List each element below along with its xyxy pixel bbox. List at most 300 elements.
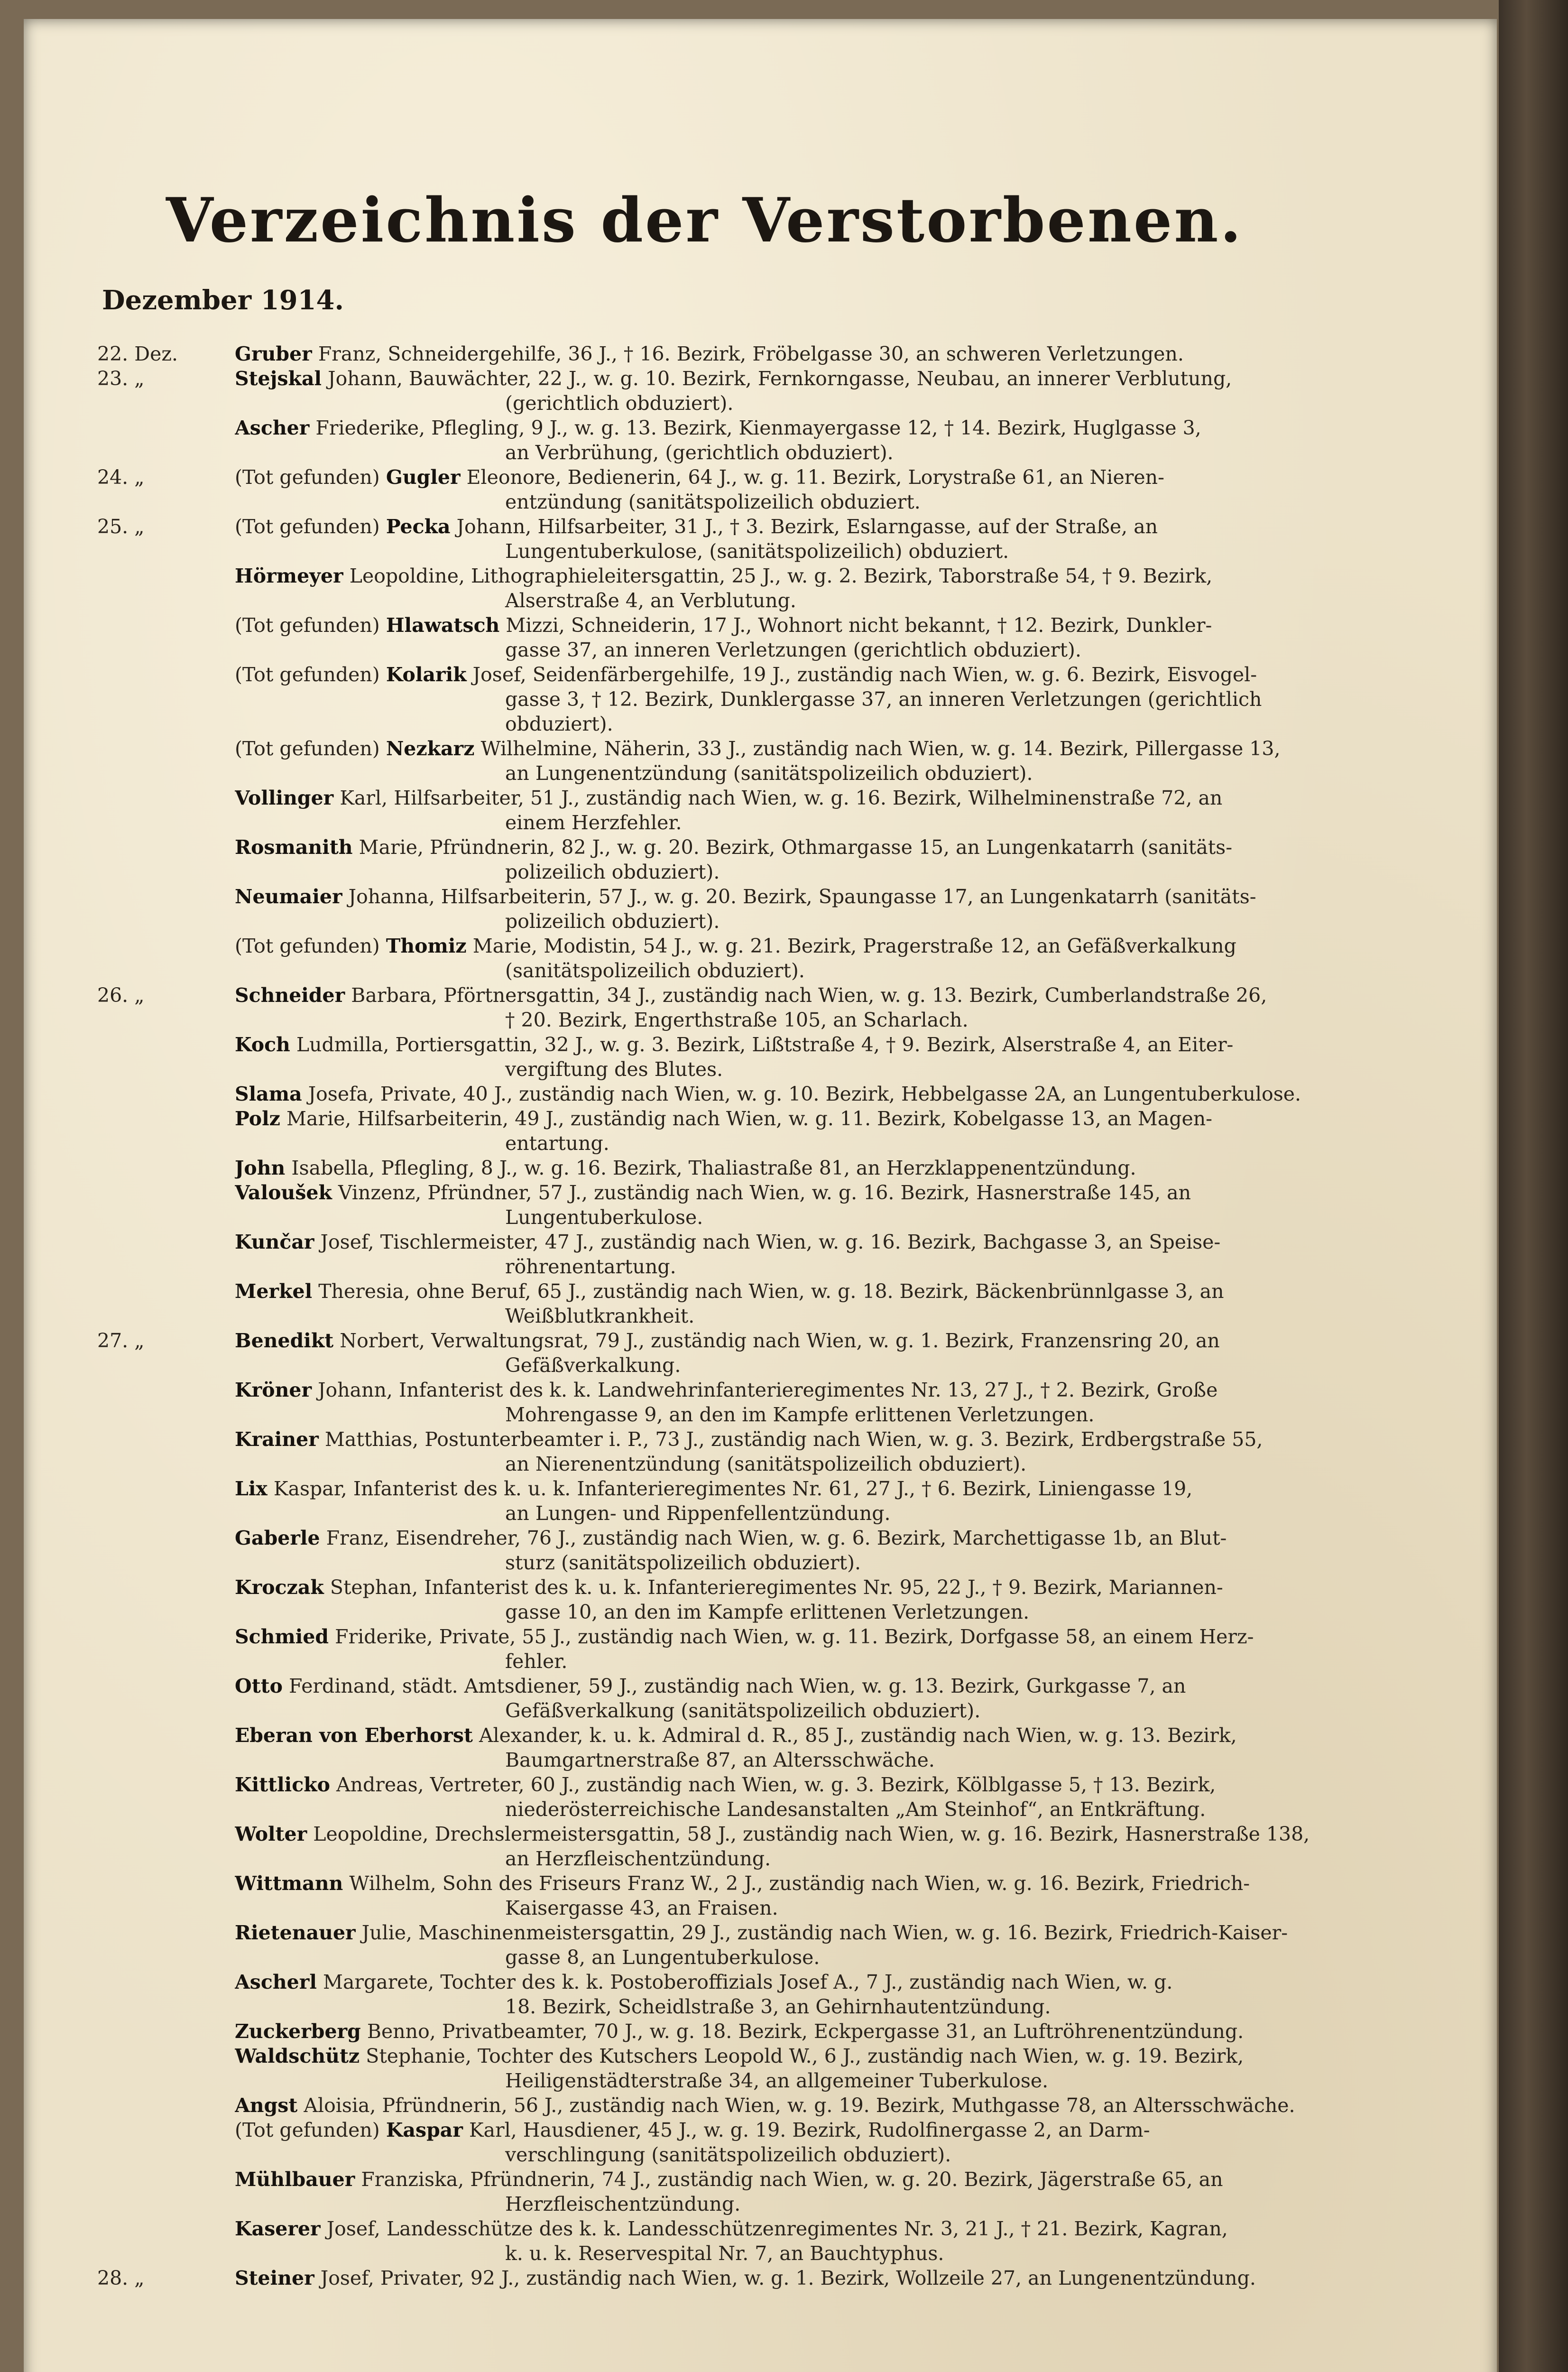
register-entry xyxy=(97,934,1387,983)
entry-line-text: niederösterreichische Landesanstalten „Am Steinhof“, an Entkräftung. xyxy=(505,1798,1206,1821)
entry-line-text: Ludmilla, Portiersgattin, 32 J., w. g. 3. Bezirk, Lißtstraße 4, † 9. Bezirk, Alserstraße 4, an Eiter- xyxy=(296,1033,1234,1056)
found-dead-note: (Tot gefunden) xyxy=(235,2119,380,2141)
deceased-surname: Angst xyxy=(235,2094,298,2117)
deceased-surname: Kaserer xyxy=(235,2217,321,2240)
entry-line xyxy=(235,662,1387,687)
entry-line xyxy=(235,1180,1387,1205)
deceased-surname: Otto xyxy=(235,1675,283,1697)
entry-line-text: Eleonore, Bedienerin, 64 J., w. g. 11. Bezirk, Lorystraße 61, an Nieren- xyxy=(466,466,1164,489)
register-entry xyxy=(97,2093,1387,2118)
entry-line-text: Josef, Tischlermeister, 47 J., zuständig nach Wien, w. g. 16. Bezirk, Bachgasse 3, an Speise- xyxy=(320,1231,1221,1253)
entry-text xyxy=(235,1156,1387,1180)
deceased-surname: Kunčar xyxy=(235,1231,314,1253)
register-entry xyxy=(97,2167,1387,2216)
register-entry xyxy=(97,416,1387,465)
entry-line xyxy=(235,1649,1387,1674)
entry-line xyxy=(235,958,1387,983)
entry-line xyxy=(235,2167,1387,2192)
death-register-list xyxy=(97,342,1387,2290)
entry-line xyxy=(235,1057,1387,1082)
entry-line-text: röhrenentartung. xyxy=(505,1255,676,1278)
entry-line-text: Weißblutkrankheit. xyxy=(505,1305,695,1327)
entry-line xyxy=(235,1600,1387,1624)
entry-line-text: Baumgartnerstraße 87, an Altersschwäche. xyxy=(505,1749,935,1771)
entry-line xyxy=(235,638,1387,662)
deceased-surname: Kolarik xyxy=(386,663,467,686)
entry-line xyxy=(235,687,1387,712)
deceased-surname: Gaberle xyxy=(235,1527,320,1549)
entry-line-text: Gefäßverkalkung (sanitätspolizeilich obduziert). xyxy=(505,1699,981,1722)
entry-line-text: Leopoldine, Lithographieleitersgattin, 25 J., w. g. 2. Bezirk, Taborstraße 54, † 9. Bezirk, xyxy=(349,565,1213,587)
entry-line xyxy=(235,1871,1387,1896)
entry-line xyxy=(235,1772,1387,1797)
register-entry xyxy=(97,1526,1387,1575)
entry-line-text: Andreas, Vertreter, 60 J., zuständig nach Wien, w. g. 3. Bezirk, Kölblgasse 5, † 13. Bezirk, xyxy=(336,1773,1216,1796)
register-entry xyxy=(97,613,1387,662)
entry-line xyxy=(235,860,1387,884)
entry-line xyxy=(235,1698,1387,1723)
entry-text xyxy=(235,2118,1387,2167)
entry-line xyxy=(235,440,1387,465)
entry-line xyxy=(235,1205,1387,1230)
found-dead-note: (Tot gefunden) xyxy=(235,737,380,760)
entry-line xyxy=(235,416,1387,440)
entry-line xyxy=(235,1156,1387,1180)
book-spine-edge xyxy=(1499,0,1568,2372)
deceased-surname: Hörmeyer xyxy=(235,565,343,587)
entry-text xyxy=(235,736,1387,786)
entry-line xyxy=(235,1082,1387,1106)
register-entry xyxy=(97,835,1387,884)
entry-line xyxy=(235,1945,1387,1970)
register-entry xyxy=(97,662,1387,736)
entry-line-text: Marie, Pfründnerin, 82 J., w. g. 20. Bezirk, Othmargasse 15, an Lungenkatarrh (sanitäts- xyxy=(359,836,1233,859)
entry-line-text: † 20. Bezirk, Engerthstraße 105, an Scharlach. xyxy=(505,1009,968,1031)
entry-line-text: polizeilich obduziert). xyxy=(505,861,720,883)
entry-text xyxy=(235,514,1387,564)
entry-line-text: Karl, Hausdiener, 45 J., w. g. 19. Bezirk, Rudolfinergasse 2, an Darm- xyxy=(469,2119,1150,2141)
entry-line-text: Josef, Privater, 92 J., zuständig nach Wien, w. g. 1. Bezirk, Wollzeile 27, an Lungenentzündung. xyxy=(320,2267,1256,2289)
entry-line xyxy=(235,342,1387,366)
entry-text xyxy=(235,884,1387,934)
entry-text xyxy=(235,564,1387,613)
entry-line-text: Kaspar, Infanterist des k. u. k. Infanterieregimentes Nr. 61, 27 J., † 6. Bezirk, Liniengasse 19, xyxy=(273,1477,1193,1500)
entry-line xyxy=(235,736,1387,761)
deceased-surname: Kaspar xyxy=(386,2119,463,2141)
entry-line xyxy=(235,1575,1387,1600)
deceased-surname: Pecka xyxy=(386,515,451,538)
deceased-surname: Mühlbauer xyxy=(235,2168,355,2191)
entry-line-text: Alserstraße 4, an Verblutung. xyxy=(505,589,796,612)
entry-text xyxy=(235,1230,1387,1279)
register-entry xyxy=(97,786,1387,835)
entry-line-text: Isabella, Pflegling, 8 J., w. g. 16. Bezirk, Thaliastraße 81, an Herzklappenentzündung. xyxy=(291,1157,1136,1179)
entry-line-text: Franz, Schneidergehilfe, 36 J., † 16. Bezirk, Fröbelgasse 30, an schweren Verletzungen. xyxy=(318,343,1184,365)
entry-line-text: Josef, Landesschütze des k. k. Landesschützenregimentes Nr. 3, 21 J., † 21. Bezirk, Kagran, xyxy=(326,2217,1228,2240)
register-entry xyxy=(97,1378,1387,1427)
register-entry xyxy=(97,1575,1387,1624)
entry-line xyxy=(235,514,1387,539)
found-dead-note: (Tot gefunden) xyxy=(235,663,380,686)
entry-line xyxy=(235,934,1387,958)
entry-line-text: entzündung (sanitätspolizeilich obduziert. xyxy=(505,491,921,513)
entry-line xyxy=(235,983,1387,1008)
deceased-surname: Schmied xyxy=(235,1625,329,1648)
entry-line xyxy=(235,391,1387,416)
entry-line-text: Theresia, ohne Beruf, 65 J., zuständig nach Wien, w. g. 18. Bezirk, Bäckenbrünnlgasse 3, an xyxy=(318,1280,1224,1303)
entry-line xyxy=(235,1279,1387,1304)
entry-line-text: Wilhelm, Sohn des Friseurs Franz W., 2 J., zuständig nach Wien, w. g. 16. Bezirk, Friedrich- xyxy=(349,1872,1250,1895)
entry-text xyxy=(235,1772,1387,1822)
deceased-surname: Slama xyxy=(235,1083,302,1105)
register-entry xyxy=(97,1772,1387,1822)
entry-line-text: Josefa, Private, 40 J., zuständig nach Wien, w. g. 10. Bezirk, Hebbelgasse 2A, an Lungentuberkulose. xyxy=(308,1083,1301,1105)
entry-text xyxy=(235,2216,1387,2266)
register-entry xyxy=(97,465,1387,514)
entry-line-text: an Lungenentzündung (sanitätspolizeilich obduziert). xyxy=(505,762,1033,785)
entry-date: 27. „ xyxy=(97,1329,145,1352)
deceased-surname: Kittlicko xyxy=(235,1773,330,1796)
entry-line-text: Johann, Infanterist des k. k. Landwehrinfanterieregimentes Nr. 13, 27 J., † 2. Bezirk, Große xyxy=(318,1379,1218,1401)
deceased-surname: Kroczak xyxy=(235,1576,324,1599)
entry-date: 26. „ xyxy=(97,984,145,1007)
entry-line-text: gasse 3, † 12. Bezirk, Dunklergasse 37, an inneren Verletzungen (gerichtlich xyxy=(505,688,1262,711)
entry-line-text: Johanna, Hilfsarbeiterin, 57 J., w. g. 20. Bezirk, Spaungasse 17, an Lungenkatarrh (sanitäts- xyxy=(348,885,1256,908)
entry-text xyxy=(235,1032,1387,1082)
deceased-surname: Wolter xyxy=(235,1823,307,1845)
register-entry xyxy=(97,2118,1387,2167)
entry-line-text: gasse 10, an den im Kampfe erlittenen Verletzungen. xyxy=(505,1601,1030,1623)
entry-line xyxy=(235,2142,1387,2167)
register-entry xyxy=(97,2216,1387,2266)
deceased-surname: Hlawatsch xyxy=(386,614,500,637)
entry-line xyxy=(235,1427,1387,1452)
entry-line xyxy=(235,835,1387,860)
entry-line xyxy=(235,1846,1387,1871)
register-entry xyxy=(97,736,1387,786)
entry-line-text: obduziert). xyxy=(505,713,613,735)
found-dead-note: (Tot gefunden) xyxy=(235,614,380,637)
entry-line-text: Marie, Modistin, 54 J., w. g. 21. Bezirk, Pragerstraße 12, an Gefäßverkalkung xyxy=(472,935,1236,957)
found-dead-note: (Tot gefunden) xyxy=(235,466,380,489)
deceased-surname: Koch xyxy=(235,1033,290,1056)
deceased-surname: Rosmanith xyxy=(235,836,353,859)
entry-line xyxy=(235,1674,1387,1698)
entry-line-text: Alexander, k. u. k. Admiral d. R., 85 J., zuständig nach Wien, w. g. 13. Bezirk, xyxy=(479,1724,1237,1747)
entry-line xyxy=(235,1822,1387,1846)
entry-text xyxy=(235,1279,1387,1328)
register-entry xyxy=(97,342,1387,366)
entry-line xyxy=(235,786,1387,810)
entry-text xyxy=(235,1920,1387,1970)
entry-text xyxy=(235,983,1387,1032)
entry-line xyxy=(235,1994,1387,2019)
deceased-surname: Wittmann xyxy=(235,1872,343,1895)
register-entry xyxy=(97,1156,1387,1180)
entry-line-text: (sanitätspolizeilich obduziert). xyxy=(505,959,805,982)
deceased-surname: Waldschütz xyxy=(235,2045,360,2067)
found-dead-note: (Tot gefunden) xyxy=(235,515,380,538)
entry-line xyxy=(235,539,1387,564)
entry-text xyxy=(235,1575,1387,1624)
entry-line-text: k. u. k. Reservespital Nr. 7, an Bauchtyphus. xyxy=(505,2242,944,2265)
entry-line xyxy=(235,1550,1387,1575)
register-entry xyxy=(97,884,1387,934)
entry-line-text: fehler. xyxy=(505,1650,568,1673)
entry-line xyxy=(235,2118,1387,2142)
entry-text xyxy=(235,1624,1387,1674)
register-entry xyxy=(97,1106,1387,1156)
entry-text xyxy=(235,1378,1387,1427)
register-entry xyxy=(97,1674,1387,1723)
entry-line-text: Lungentuberkulose. xyxy=(505,1206,703,1229)
entry-line xyxy=(235,810,1387,835)
entry-line-text: Margarete, Tochter des k. k. Postoberoffizials Josef A., 7 J., zuständig nach Wien, w. g. xyxy=(323,1971,1173,1993)
entry-line xyxy=(235,1230,1387,1254)
register-entry xyxy=(97,2019,1387,2044)
entry-line-text: Stephan, Infanterist des k. u. k. Infanterieregimentes Nr. 95, 22 J., † 9. Bezirk, Mariannen- xyxy=(330,1576,1223,1599)
entry-text xyxy=(235,1427,1387,1476)
entry-date: 24. „ xyxy=(97,466,145,489)
entry-line xyxy=(235,1008,1387,1032)
page-title: Verzeichnis der Verstorbenen. xyxy=(166,185,1243,256)
entry-line-text: Kaisergasse 43, an Fraisen. xyxy=(505,1897,778,1919)
deceased-surname: Nezkarz xyxy=(386,737,475,760)
entry-line-text: sturz (sanitätspolizeilich obduziert). xyxy=(505,1551,861,1574)
entry-line xyxy=(235,564,1387,588)
entry-line xyxy=(235,613,1387,638)
entry-line xyxy=(235,1106,1387,1131)
entry-line-text: Ferdinand, städt. Amtsdiener, 59 J., zuständig nach Wien, w. g. 13. Bezirk, Gurkgasse 7, an xyxy=(289,1675,1186,1697)
entry-text xyxy=(235,366,1387,416)
register-entry xyxy=(97,1822,1387,1871)
deceased-surname: Thomiz xyxy=(386,935,467,957)
entry-line xyxy=(235,465,1387,490)
entry-text xyxy=(235,1723,1387,1772)
deceased-surname: Rietenauer xyxy=(235,1921,356,1944)
deceased-surname: Polz xyxy=(235,1107,280,1130)
deceased-surname: Ascherl xyxy=(235,1971,317,1993)
entry-text xyxy=(235,416,1387,465)
entry-date: 23. „ xyxy=(97,367,145,390)
entry-line xyxy=(235,588,1387,613)
entry-line xyxy=(235,2044,1387,2068)
entry-line-text: Johann, Hilfsarbeiter, 31 J., † 3. Bezirk, Eslarngasse, auf der Straße, an xyxy=(456,515,1158,538)
deceased-surname: Steiner xyxy=(235,2267,314,2289)
entry-line xyxy=(235,1254,1387,1279)
entry-line-text: Franziska, Pfründnerin, 74 J., zuständig nach Wien, w. g. 20. Bezirk, Jägerstraße 65, an xyxy=(361,2168,1223,2191)
entry-line-text: (gerichtlich obduziert). xyxy=(505,392,734,415)
entry-line-text: an Verbrühung, (gerichtlich obduziert). xyxy=(505,441,894,464)
deceased-surname: Benedikt xyxy=(235,1329,334,1352)
entry-line-text: Gefäßverkalkung. xyxy=(505,1354,681,1377)
entry-text xyxy=(235,2167,1387,2216)
deceased-surname: Ascher xyxy=(235,417,310,439)
register-entry xyxy=(97,1427,1387,1476)
register-entry xyxy=(97,1180,1387,1230)
entry-text xyxy=(235,1822,1387,1871)
entry-text xyxy=(235,2266,1387,2290)
entry-text xyxy=(235,1082,1387,1106)
month-heading: Dezember 1914. xyxy=(102,285,344,316)
entry-line-text: Franz, Eisendreher, 76 J., zuständig nach Wien, w. g. 6. Bezirk, Marchettigasse 1b, an Blut- xyxy=(326,1527,1227,1549)
entry-line-text: Aloisia, Pfründnerin, 56 J., zuständig nach Wien, w. g. 19. Bezirk, Muthgasse 78, an Altersschwäche. xyxy=(304,2094,1295,2117)
entry-line-text: Heiligenstädterstraße 34, an allgemeiner Tuberkulose. xyxy=(505,2069,1049,2092)
entry-line xyxy=(235,1920,1387,1945)
entry-text xyxy=(235,2019,1387,2044)
deceased-surname: Zuckerberg xyxy=(235,2020,361,2043)
entry-line-text: an Lungen- und Rippenfellentzündung. xyxy=(505,1502,891,1525)
entry-line xyxy=(235,1402,1387,1427)
deceased-surname: Gruber xyxy=(235,343,312,365)
entry-line xyxy=(235,1378,1387,1402)
register-entry xyxy=(97,1082,1387,1106)
register-entry xyxy=(97,514,1387,564)
register-entry xyxy=(97,1279,1387,1328)
entry-line-text: Lungentuberkulose, (sanitätspolizeilich) obduziert. xyxy=(505,540,1009,563)
entry-line xyxy=(235,1748,1387,1772)
entry-text xyxy=(235,786,1387,835)
entry-line xyxy=(235,1896,1387,1920)
entry-text xyxy=(235,1674,1387,1723)
register-entry xyxy=(97,1624,1387,1674)
entry-line-text: entartung. xyxy=(505,1132,609,1155)
entry-line-text: Josef, Seidenfärbergehilfe, 19 J., zuständig nach Wien, w. g. 6. Bezirk, Eisvogel- xyxy=(472,663,1257,686)
deceased-surname: Vollinger xyxy=(235,787,334,809)
entry-line-text: einem Herzfehler. xyxy=(505,811,682,834)
register-entry xyxy=(97,983,1387,1032)
deceased-surname: Lix xyxy=(235,1477,267,1500)
entry-line xyxy=(235,2216,1387,2241)
entry-line-text: Barbara, Pförtnersgattin, 34 J., zuständig nach Wien, w. g. 13. Bezirk, Cumberlandstraße 26, xyxy=(351,984,1267,1007)
entry-line xyxy=(235,2192,1387,2216)
document-page xyxy=(24,19,1497,2372)
deceased-surname: Eberan von Eberhorst xyxy=(235,1724,473,1747)
entry-line xyxy=(235,1970,1387,1994)
entry-line-text: polizeilich obduziert). xyxy=(505,910,720,933)
entry-text xyxy=(235,2044,1387,2093)
deceased-surname: Valoušek xyxy=(235,1181,332,1204)
entry-date: 25. „ xyxy=(97,515,145,538)
entry-text xyxy=(235,2093,1387,2118)
entry-line-text: Benno, Privatbeamter, 70 J., w. g. 18. Bezirk, Eckpergasse 31, an Luftröhrenentzündung. xyxy=(367,2020,1244,2043)
register-entry xyxy=(97,1328,1387,1378)
entry-line xyxy=(235,884,1387,909)
entry-line xyxy=(235,909,1387,934)
entry-line-text: an Nierenentzündung (sanitätspolizeilich obduziert). xyxy=(505,1453,1027,1475)
entry-line-text: Matthias, Postunterbeamter i. P., 73 J., zuständig nach Wien, w. g. 3. Bezirk, Erdbergstraße 55, xyxy=(324,1428,1263,1451)
register-entry xyxy=(97,1476,1387,1526)
entry-text xyxy=(235,465,1387,514)
register-entry xyxy=(97,2266,1387,2290)
entry-line-text: gasse 8, an Lungentuberkulose. xyxy=(505,1946,820,1969)
entry-line xyxy=(235,366,1387,391)
entry-line-text: Stephanie, Tochter des Kutschers Leopold W., 6 J., zuständig nach Wien, w. g. 19. Bezirk, xyxy=(366,2045,1244,2067)
deceased-surname: Merkel xyxy=(235,1280,313,1303)
entry-line xyxy=(235,2266,1387,2290)
deceased-surname: Krainer xyxy=(235,1428,319,1451)
deceased-surname: Schneider xyxy=(235,984,345,1007)
entry-line-text: Mizzi, Schneiderin, 17 J., Wohnort nicht bekannt, † 12. Bezirk, Dunkler- xyxy=(506,614,1212,637)
entry-text xyxy=(235,1106,1387,1156)
found-dead-note: (Tot gefunden) xyxy=(235,935,380,957)
deceased-surname: Stejskal xyxy=(235,367,322,390)
entry-line-text: Vinzenz, Pfründner, 57 J., zuständig nach Wien, w. g. 16. Bezirk, Hasnerstraße 145, an xyxy=(338,1181,1191,1204)
entry-line xyxy=(235,2068,1387,2093)
entry-text xyxy=(235,662,1387,736)
deceased-surname: Gugler xyxy=(386,466,461,489)
entry-line-text: Marie, Hilfsarbeiterin, 49 J., zuständig nach Wien, w. g. 11. Bezirk, Kobelgasse 13, an Magen- xyxy=(286,1107,1212,1130)
register-entry xyxy=(97,1032,1387,1082)
entry-line xyxy=(235,761,1387,786)
entry-line xyxy=(235,1452,1387,1476)
entry-line-text: verschlingung (sanitätspolizeilich obduziert). xyxy=(505,2143,951,2166)
deceased-surname: Kröner xyxy=(235,1379,312,1401)
entry-line-text: Johann, Bauwächter, 22 J., w. g. 10. Bezirk, Fernkorngasse, Neubau, an innerer Verblutung, xyxy=(328,367,1232,390)
register-entry xyxy=(97,1723,1387,1772)
entry-line-text: Friederike, Pflegling, 9 J., w. g. 13. Bezirk, Kienmayergasse 12, † 14. Bezirk, Huglgasse 3, xyxy=(315,417,1201,439)
entry-line xyxy=(235,1304,1387,1328)
deceased-surname: John xyxy=(235,1157,286,1179)
entry-text xyxy=(235,835,1387,884)
entry-text xyxy=(235,1328,1387,1378)
entry-line-text: Herzfleischentzündung. xyxy=(505,2193,741,2215)
register-entry xyxy=(97,1230,1387,1279)
entry-date: 22. Dez. xyxy=(97,343,178,365)
entry-line-text: Leopoldine, Drechslermeistersgattin, 58 J., zuständig nach Wien, w. g. 16. Bezirk, Hasnerstraße 138, xyxy=(313,1823,1310,1845)
entry-line-text: Norbert, Verwaltungsrat, 79 J., zuständig nach Wien, w. g. 1. Bezirk, Franzensring 20, an xyxy=(340,1329,1220,1352)
entry-line xyxy=(235,1131,1387,1156)
register-entry xyxy=(97,1871,1387,1920)
entry-line xyxy=(235,1526,1387,1550)
entry-line xyxy=(235,1723,1387,1748)
deceased-surname: Neumaier xyxy=(235,885,342,908)
register-entry xyxy=(97,1970,1387,2019)
entry-line xyxy=(235,1476,1387,1501)
entry-line xyxy=(235,1797,1387,1822)
entry-line-text: Karl, Hilfsarbeiter, 51 J., zuständig nach Wien, w. g. 16. Bezirk, Wilhelminenstraße 72, an xyxy=(340,787,1223,809)
entry-text xyxy=(235,1180,1387,1230)
entry-date: 28. „ xyxy=(97,2267,145,2289)
entry-line-text: vergiftung des Blutes. xyxy=(505,1058,723,1081)
entry-line-text: gasse 37, an inneren Verletzungen (gerichtlich obduziert). xyxy=(505,639,1081,661)
entry-line xyxy=(235,2093,1387,2118)
entry-line xyxy=(235,712,1387,736)
entry-text xyxy=(235,342,1387,366)
entry-text xyxy=(235,1476,1387,1526)
register-entry xyxy=(97,2044,1387,2093)
entry-line xyxy=(235,1501,1387,1526)
entry-line-text: 18. Bezirk, Scheidlstraße 3, an Gehirnhautentzündung. xyxy=(505,1995,1051,2018)
entry-line xyxy=(235,1328,1387,1353)
entry-text xyxy=(235,613,1387,662)
entry-line-text: Friderike, Private, 55 J., zuständig nach Wien, w. g. 11. Bezirk, Dorfgasse 58, an einem Herz- xyxy=(335,1625,1254,1648)
entry-line xyxy=(235,2019,1387,2044)
entry-line-text: Wilhelmine, Näherin, 33 J., zuständig nach Wien, w. g. 14. Bezirk, Pillergasse 13, xyxy=(480,737,1281,760)
entry-line xyxy=(235,1624,1387,1649)
entry-text xyxy=(235,1526,1387,1575)
register-entry xyxy=(97,1920,1387,1970)
entry-text xyxy=(235,934,1387,983)
entry-line-text: Mohrengasse 9, an den im Kampfe erlittenen Verletzungen. xyxy=(505,1403,1095,1426)
register-entry xyxy=(97,564,1387,613)
entry-line xyxy=(235,490,1387,514)
entry-text xyxy=(235,1871,1387,1920)
entry-line xyxy=(235,1032,1387,1057)
entry-line-text: an Herzfleischentzündung. xyxy=(505,1847,771,1870)
entry-line xyxy=(235,1353,1387,1378)
entry-text xyxy=(235,1970,1387,2019)
